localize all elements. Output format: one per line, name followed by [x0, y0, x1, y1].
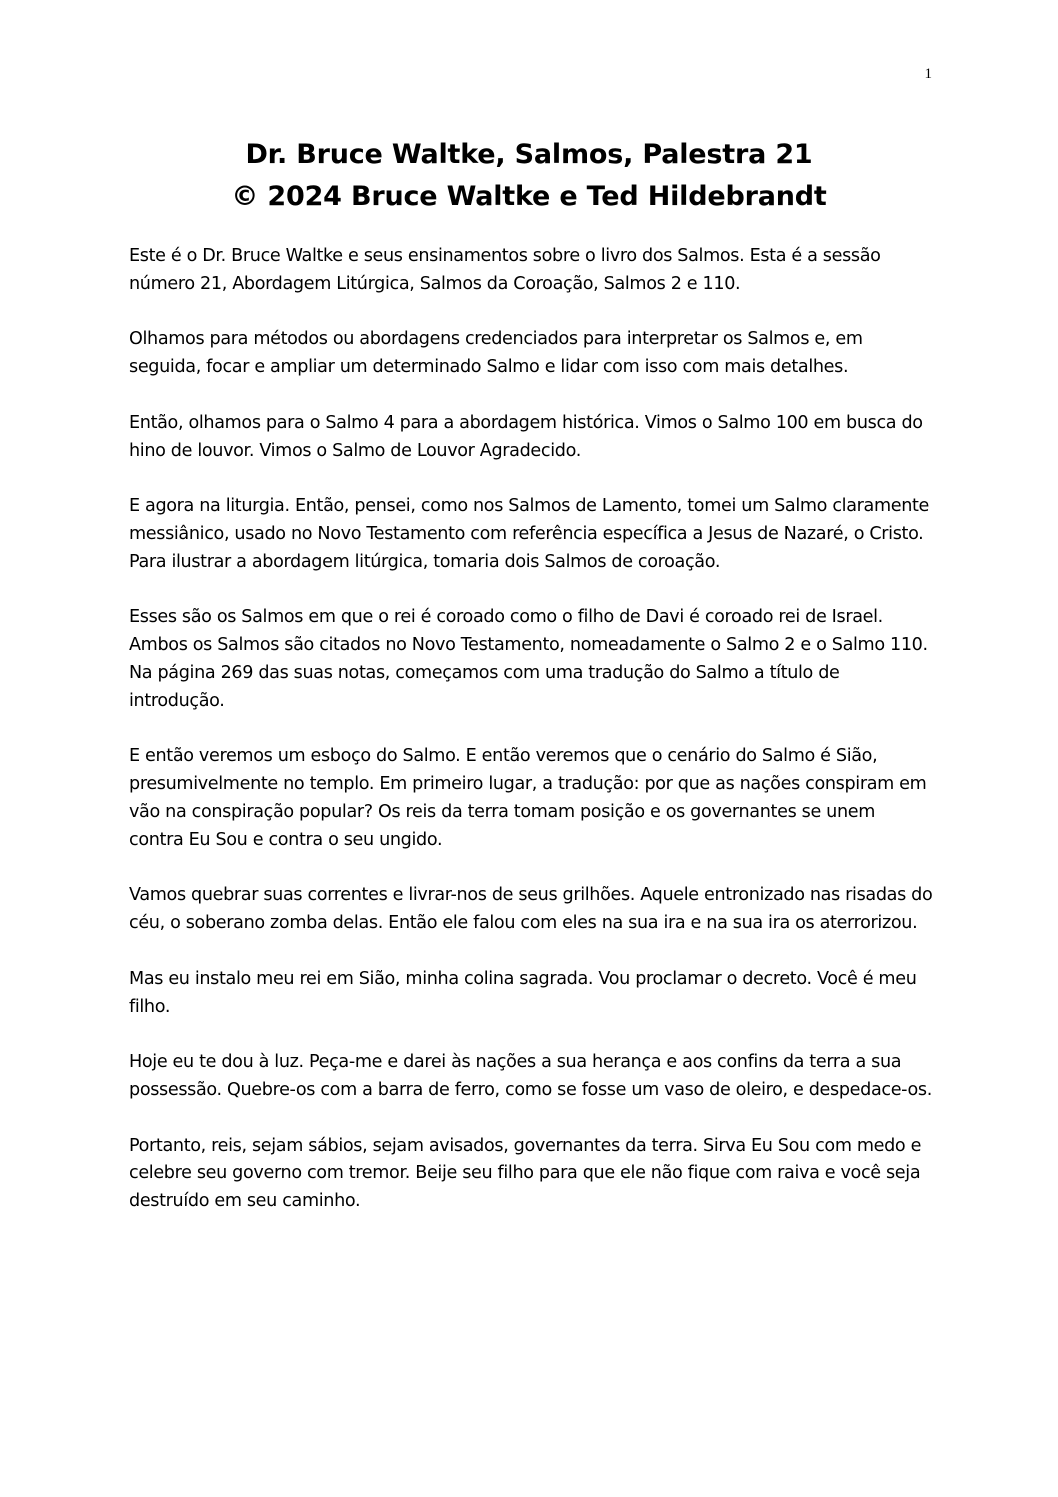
paragraph-7: Vamos quebrar suas correntes e livrar-nos de seus grilhões. Aquele entronizado nas risadas do céu, o soberano zomba delas. Então ele falou com eles na sua ira e na sua ira os aterrorizou. [129, 885, 933, 934]
paragraph-10: Portanto, reis, sejam sábios, sejam avisados, governantes da terra. Sirva Eu Sou com medo e celebre seu governo com tremor. Beije seu filho para que ele não fique com raiva e você seja destruído em seu caminho. [129, 1135, 922, 1212]
title-line-2: © 2024 Bruce Waltke e Ted Hildebrandt [231, 181, 827, 212]
page-number: 1 [924, 66, 932, 82]
paragraph-9: Hoje eu te dou à luz. Peça-me e darei às nações a sua herança e aos confins da terra a sua possessão. Quebre-os com a barra de ferro, como se fosse um vaso de oleiro, e despedace-os. [129, 1052, 932, 1100]
paragraph-3: Então, olhamos para o Salmo 4 para a abordagem histórica. Vimos o Salmo 100 em busca do hino de louvor. Vimos o Salmo de Louvor Agradecido. [129, 412, 923, 461]
paragraph-6: E então veremos um esboço do Salmo. E então veremos que o cenário do Salmo é Sião, presumivelmente no templo. Em primeiro lugar, a tradução: por que as nações conspiram em vão na conspiração popular? Os reis da terra tomam posição e os governantes se unem contra Eu Sou e contra o seu ungido. [129, 746, 927, 850]
paragraph-4: E agora na liturgia. Então, pensei, como nos Salmos de Lamento, tomei um Salmo claramente messiânico, usado no Novo Testamento com referência específica a Jesus de Nazaré, o Cristo. Para ilustrar a abordagem litúrgica, tomaria dois Salmos de coroação. [129, 496, 930, 572]
paragraph-8: Mas eu instalo meu rei em Sião, minha colina sagrada. Vou proclamar o decreto. Você é meu filho. [129, 968, 917, 1017]
paragraph-5: Esses são os Salmos em que o rei é coroado como o filho de Davi é coroado rei de Israel. Ambos os Salmos são citados no Novo Testamento, nomeadamente o Salmo 2 e o Salmo 110. Na página 269 das suas notas, começamos com uma tradução do Salmo a título de introdução. [129, 607, 928, 711]
paragraph-2: Olhamos para métodos ou abordagens credenciados para interpretar os Salmos e, em seguida, focar e ampliar um determinado Salmo e lidar com isso com mais detalhes. [129, 329, 863, 378]
title-line-1: Dr. Bruce Waltke, Salmos, Palestra 21 [245, 139, 813, 170]
body-text [129, 243, 934, 1244]
paragraph-1: Este é o Dr. Bruce Waltke e seus ensinamentos sobre o livro dos Salmos. Esta é a sessão número 21, Abordagem Litúrgica, Salmos da Coroação, Salmos 2 e 110. [129, 246, 881, 294]
document-title [0, 134, 1058, 218]
